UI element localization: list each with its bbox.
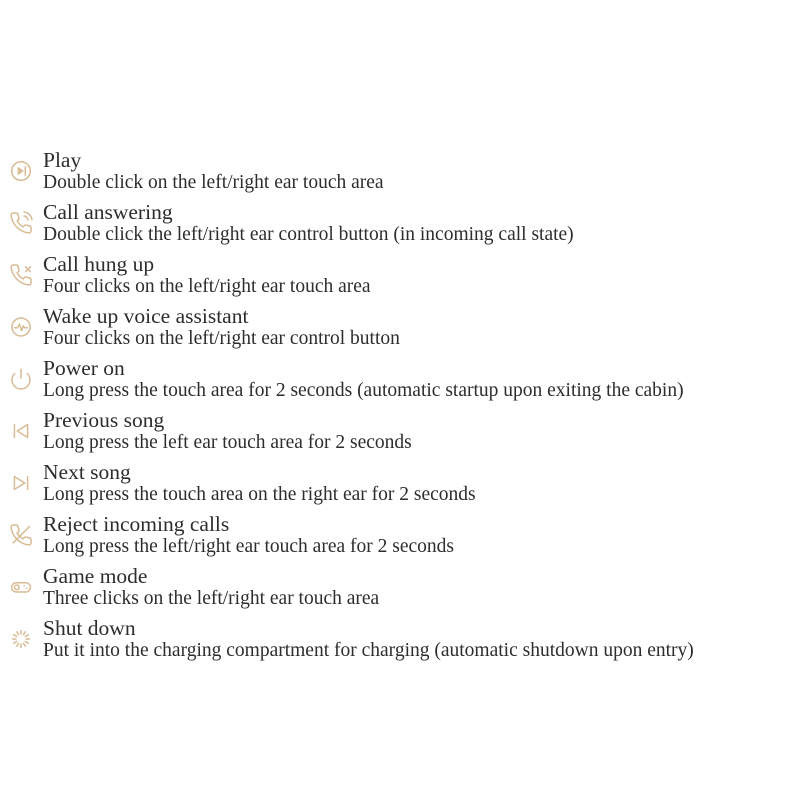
skip-next-circle-icon — [8, 149, 34, 193]
instruction-text — [43, 201, 574, 245]
instruction-description: Long press the left/right ear touch area for 2 seconds — [43, 536, 454, 557]
instruction-text — [43, 617, 694, 661]
instruction-row-next-song — [8, 461, 797, 505]
instruction-text — [43, 357, 684, 401]
instruction-title: Play — [43, 148, 82, 172]
instruction-text — [43, 409, 412, 453]
instruction-text — [43, 565, 379, 609]
instruction-text — [43, 253, 371, 297]
touch-control-instructions — [8, 149, 797, 669]
instruction-row-shut-down — [8, 617, 797, 661]
instruction-row-voice-assistant — [8, 305, 797, 349]
instruction-description: Put it into the charging compartment for charging (automatic shutdown upon entry) — [43, 640, 694, 661]
instruction-row-call-answering — [8, 201, 797, 245]
voice-assistant-icon — [8, 305, 34, 349]
instruction-description: Long press the touch area on the right ear for 2 seconds — [43, 484, 476, 505]
instruction-title: Call answering — [43, 200, 173, 224]
instruction-description: Long press the left ear touch area for 2 seconds — [43, 432, 412, 453]
shutdown-spinner-icon — [8, 617, 34, 661]
instruction-text — [43, 461, 476, 505]
instruction-text — [43, 305, 400, 349]
instruction-title: Next song — [43, 460, 131, 484]
instruction-title: Power on — [43, 356, 125, 380]
instruction-row-power-on — [8, 357, 797, 401]
instruction-row-previous-song — [8, 409, 797, 453]
instruction-title: Game mode — [43, 564, 148, 588]
instruction-description: Long press the touch area for 2 seconds (automatic startup upon exiting the cabin) — [43, 380, 684, 401]
next-song-icon — [8, 461, 34, 505]
instruction-row-play — [8, 149, 797, 193]
instruction-description: Double click the left/right ear control button (in incoming call state) — [43, 224, 574, 245]
instruction-title: Previous song — [43, 408, 165, 432]
gamepad-icon — [8, 565, 34, 609]
instruction-title: Reject incoming calls — [43, 512, 230, 536]
instruction-text — [43, 149, 384, 193]
previous-song-icon — [8, 409, 34, 453]
call-answering-icon — [8, 201, 34, 245]
call-hang-up-icon — [8, 253, 34, 297]
instruction-description: Four clicks on the left/right ear control button — [43, 328, 400, 349]
instruction-row-call-hung-up — [8, 253, 797, 297]
power-icon — [8, 357, 34, 401]
instruction-description: Four clicks on the left/right ear touch area — [43, 276, 371, 297]
instruction-row-game-mode — [8, 565, 797, 609]
instruction-description: Double click on the left/right ear touch area — [43, 172, 384, 193]
instruction-title: Wake up voice assistant — [43, 304, 249, 328]
reject-call-icon — [8, 513, 34, 557]
instruction-title: Shut down — [43, 616, 136, 640]
instruction-row-reject-calls — [8, 513, 797, 557]
instruction-text — [43, 513, 454, 557]
instruction-description: Three clicks on the left/right ear touch area — [43, 588, 380, 609]
instruction-title: Call hung up — [43, 252, 155, 276]
